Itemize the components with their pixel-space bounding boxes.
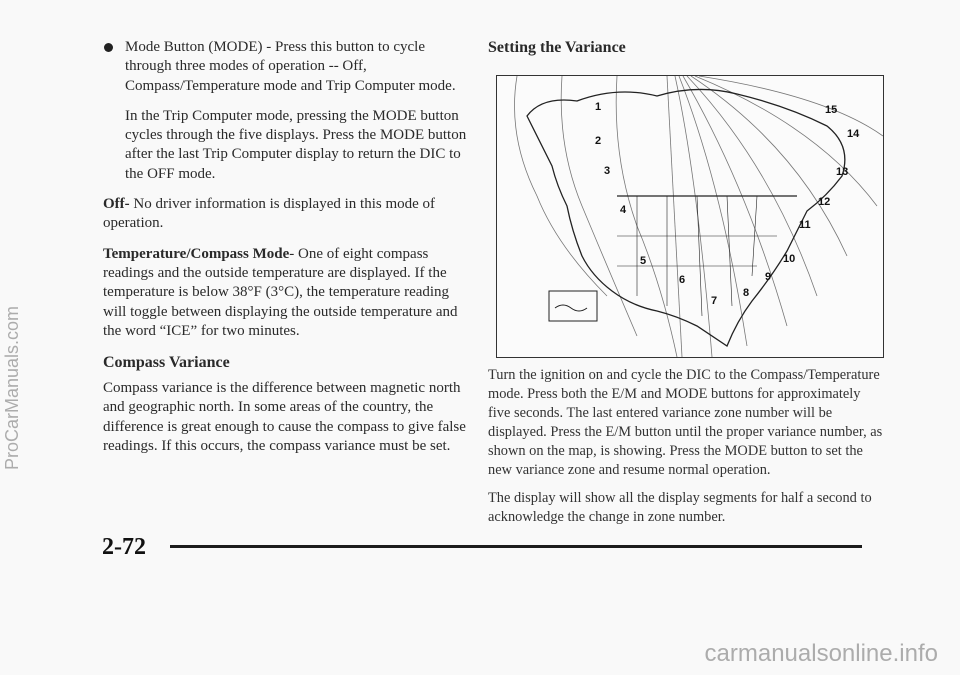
zone-line: [515, 76, 611, 296]
inset-islands: [555, 305, 587, 311]
mode-button-bullet: [103, 38, 473, 96]
zone-line: [616, 76, 677, 357]
bullet-icon: [104, 43, 113, 52]
page-number: 2-72: [102, 534, 146, 560]
zone-label-8: 8: [743, 287, 750, 299]
zone-line: [699, 76, 883, 136]
temp-compass-paragraph: [103, 245, 473, 341]
right-column-header: [488, 38, 883, 58]
off-text: No driver information is displayed in this mode of operation.: [103, 196, 436, 232]
setting-variance-title: Setting the Variance: [488, 39, 626, 56]
trip-computer-note: In the Trip Computer mode, pressing the MODE button cycles through the five displays. Press the MODE button after the last Trip Computer display to return the DIC to the OFF mode.: [125, 107, 467, 182]
bottom-watermark: carmanualsonline.info: [704, 640, 938, 667]
side-watermark: ProCarManuals.com: [2, 305, 22, 470]
zone-label-5: 5: [640, 255, 647, 267]
north-america-map: [497, 76, 883, 357]
off-term: Off-: [103, 196, 130, 213]
compass-variance-text: Compass variance is the difference between magnetic north and geographic north. In some areas of the country, the difference is great enough to cause the compass to give false readings. If this occurs, the compass variance must be set.: [103, 380, 466, 455]
zone-label-15: 15: [825, 104, 838, 116]
inset-box: [549, 291, 597, 321]
display-segments-paragraph: The display will show all the display segments for half a second to acknowledge the change in zone number.: [488, 490, 872, 525]
zone-line: [687, 76, 817, 296]
temp-compass-term: Temperature/Compass Mode: [103, 245, 290, 262]
zone-label-4: 4: [620, 204, 627, 216]
footer-rule: [170, 545, 862, 548]
right-column-text: [488, 366, 883, 527]
zone-label-6: 6: [679, 274, 686, 286]
compass-variance-heading: Compass Variance: [103, 354, 230, 372]
zone-label-2: 2: [595, 135, 602, 147]
zone-label-11: 11: [799, 219, 811, 231]
zone-label-1: 1: [595, 101, 602, 113]
zone-label-14: 14: [847, 128, 860, 140]
setting-steps-paragraph: Turn the ignition on and cycle the DIC to the Compass/Temperature mode. Press both the E/M and MODE buttons for approximately five seconds. The last entered variance zone number will be displayed. Press the E/M button until the proper variance number, as shown on the map, is showing. Press the MODE button to set the new variance zone and resume normal operation.: [488, 367, 883, 478]
continent-outline: [527, 89, 845, 346]
left-column: [103, 38, 473, 456]
zone-label-3: 3: [604, 165, 611, 177]
zone-label-12: 12: [818, 196, 831, 208]
temp-compass-text: - One of eight compass readings and the outside temperature are displayed. If the temperature is below 38°F (3°C), the temperature reading will toggle between displaying the outside temperature and the word “ICE” for two minutes.: [103, 245, 458, 339]
off-mode-paragraph: [103, 195, 473, 234]
zone-label-13: 13: [836, 166, 849, 178]
mode-button-text: Mode Button (MODE) - Press this button to cycle through three modes of operation -- Off, Compass/Temperature mode and Trip Computer mode.: [125, 39, 456, 94]
variance-zone-map: [496, 75, 884, 358]
zone-label-9: 9: [765, 271, 772, 283]
zone-label-10: 10: [783, 253, 796, 265]
zone-line: [695, 76, 877, 206]
zone-label-7: 7: [711, 295, 718, 307]
